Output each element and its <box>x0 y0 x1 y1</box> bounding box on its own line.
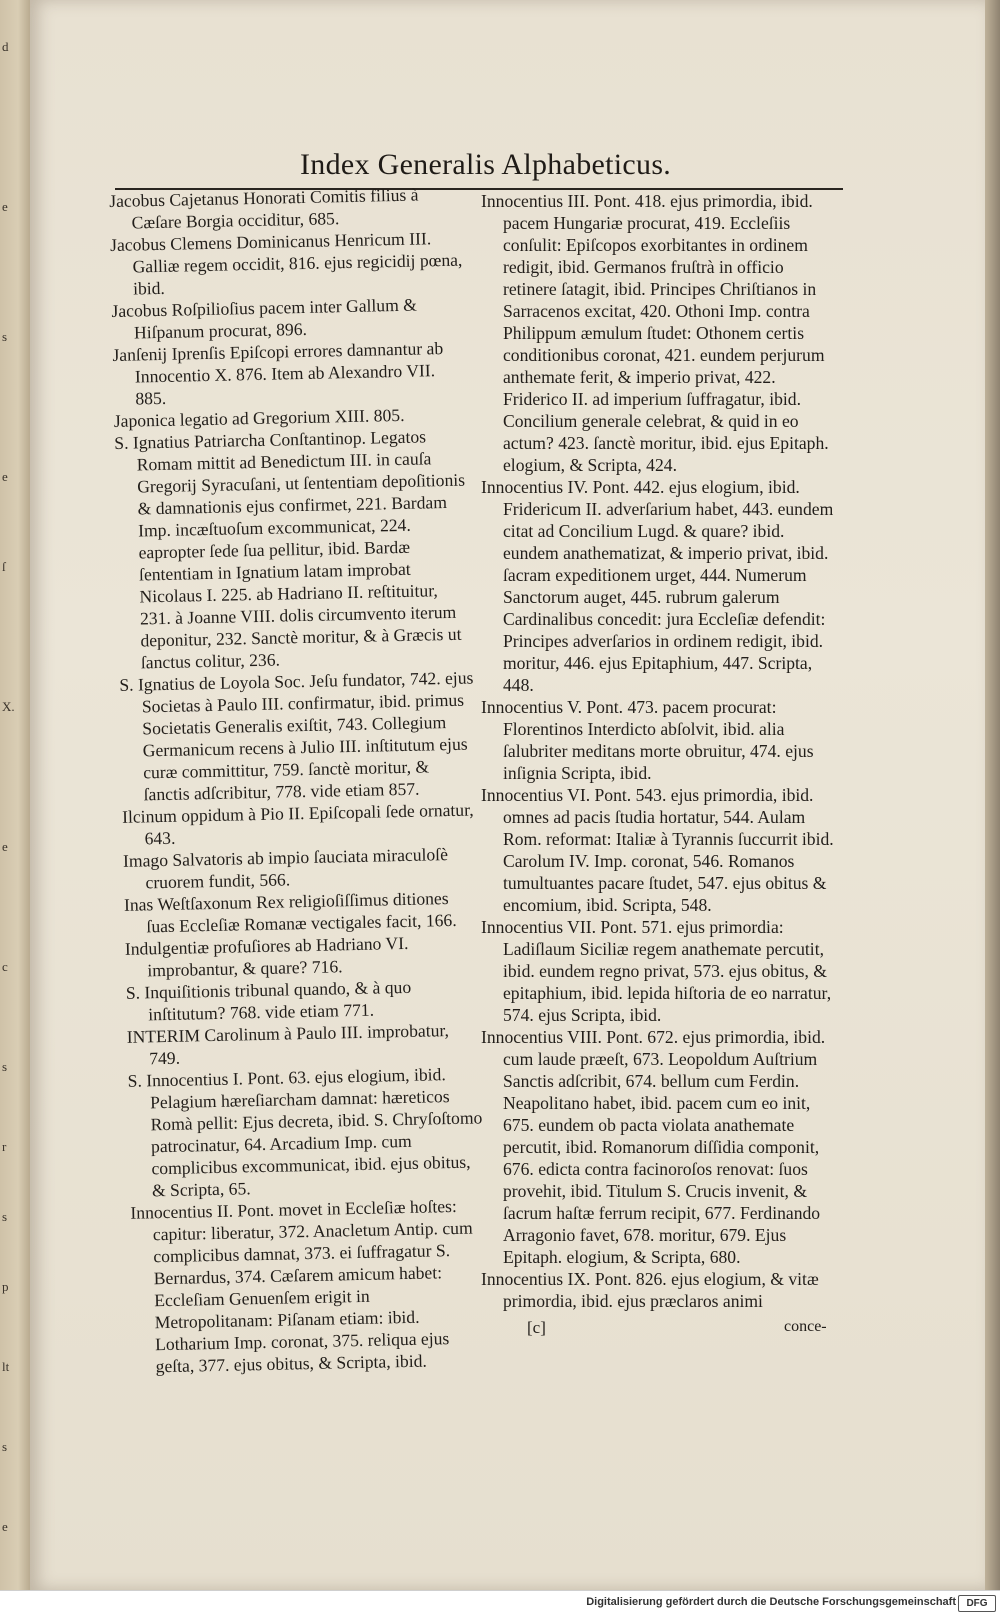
index-entry: Innocentius IX. Pont. 826. ejus elogium, & vitæ primordia, ibid. ejus præclaros animi <box>481 1269 819 1311</box>
adjacent-page-fragment: s <box>2 1209 8 1224</box>
adjacent-page-fragment: ſ <box>2 559 6 574</box>
index-entry: Innocentius II. Pont. movet in Eccleſiæ hoſtes: capitur: liberatur, 372. Anacletum Antip. cum complicibus damnat, 373. ei ſuffragatur S. Bernardus, 374. Cæſarem amicum habet: Eccleſiam Genuenſem erigit in Metropolitanam: Piſanam etiam: ibid. Lotharium Imp. coronat, 375. reliqua ejus geſta, 377. ejus obitus, & Scripta, ibid. <box>130 1195 473 1377</box>
dfg-logo: DFG <box>958 1595 996 1612</box>
adjacent-page-fragment: c <box>2 959 8 974</box>
adjacent-page-fragment: e <box>2 199 8 214</box>
index-entry: Inas Weſtſaxonum Rex religioſiſſimus ditiones ſuas Eccleſiæ Romanæ vectigales facit, 166. <box>123 888 457 937</box>
page-fore-edge <box>985 0 1000 1590</box>
adjacent-page-fragment: lt <box>2 1359 10 1374</box>
digitization-footer <box>0 1590 1000 1615</box>
index-entry: Innocentius III. Pont. 418. ejus primordia, ibid. pacem Hungariæ procurat, 419. Eccleſiis conſulit: Epiſcopos exorbitantes in ordinem redigit, ibid. Germanos fruſtrà in officio retinere ſatagit, ibid. Principes Chriſtianos in Sarracenos excitat, 420. Othoni Imp. contra Philippum æmulum ſtudet: Othonem certis conditionibus coronat, 421. eundem perjurum anthemate ferit, & imperio privat, 422. Friderico II. ad imperium ſuffragatur, ibid. Concilium generale celebrat, & quid in eo actum? 423. ſanctè moritur, ibid. ejus Epitaph. elogium, & Scripta, 424. <box>481 191 829 475</box>
adjacent-page-fragment: s <box>2 329 8 344</box>
index-entry: S. Ignatius de Loyola Soc. Jeſu fundator, 742. ejus Societas à Paulo III. confirmatur, ibid. primus Societatis Generalis exiſtit, 743. Collegium Germanicum recens à Julio III. inſtitutum ejus curæ committitur, 759. ſanctè moritur, & ſanctis adſcribitur, 778. vide etiam 857. <box>119 667 474 805</box>
adjacent-page-fragment: s <box>2 1059 8 1074</box>
index-entry: Indulgentiæ profuſiores ab Hadriano VI. improbantur, & quare? 716. <box>124 932 409 981</box>
signature-mark: [c] <box>527 1318 546 1337</box>
adjacent-page-fragment: e <box>2 469 8 484</box>
adjacent-page-fragment: d <box>2 39 9 54</box>
adjacent-page-fragment: s <box>2 1439 8 1454</box>
index-entry: Jacobus Cajetanus Honorati Comitis filius à Cæſare Borgia occiditur, 685. <box>109 184 419 233</box>
index-entry: Innocentius VII. Pont. 571. ejus primordia: Ladiſlaum Siciliæ regem anathemate percutit, ibid. eundem regno privat, 573. ejus obitus, & epitaphium, ibid. lepida hiſtoria de eo narratur, 574. ejus Scripta, ibid. <box>481 917 832 1025</box>
adjacent-page-fragment: e <box>2 839 8 854</box>
index-entry: INTERIM Carolinum à Paulo III. improbatur, 749. <box>126 1020 450 1069</box>
footer-credit: Digitalisierung gefördert durch die Deutsche Forschungsgemeinschaft <box>586 1596 956 1608</box>
index-entry: S. Ignatius Patriarcha Conſtantinop. Legatos Romam mittit ad Benedictum III. in cauſa Gregorij Syracuſani, ut ſententiam depoſitionis & damnationis ejus confirmet, 221. Bardam Imp. incæſtuoſum excommunicat, 224. eapropter ſede ſua pellitur, ibid. Bardæ ſententiam in Ignatium latam improbat Nicolaus I. 225. ab Hadriano II. reſtituitur, 231. à Joanne VIII. dolis circumvento iterum deponitur, 232. Sanctè moritur, & à Græcis ut ſanctus colitur, 236. <box>114 426 466 673</box>
adjacent-page-fragment: e <box>2 1519 8 1534</box>
index-entry: S. Innocentius I. Pont. 63. ejus elogium, ibid. Pelagium hæreſiarcham damnat: hæreticos Romà pellit: Ejus decreta, ibid. S. Chryſoſtomo patrocinatur, 64. Arcadium Imp. cum complicibus excommunicat, ibid. ejus obitus, & Scripta, 65. <box>127 1064 483 1201</box>
adjacent-page-fragment: X. <box>2 699 15 714</box>
adjacent-page-fragment: p <box>2 1279 9 1294</box>
index-entry: Innocentius VIII. Pont. 672. ejus primordia, ibid. cum laude præeſt, 673. Leopoldum Auſtrium Sanctis adſcribit, 674. bellum cum Ferdin. Neapolitano habet, ibid. pacem cum eo init, 675. eundem ob pacta violata anathemate percutit, ibid. Romanorum diſſidia componit, 676. edicta contra facinoroſos renovat: ſuos provehit, ibid. Titulum S. Crucis invenit, & ſacrum haſtæ ferrum recipit, 677. Ferdinando Arragonio favet, 678. moritur, 679. Ejus Epitaph. elogium, & Scripta, 680. <box>481 1027 826 1267</box>
index-entry: Innocentius V. Pont. 473. pacem procurat: Florentinos Interdicto abſolvit, ibid. alia ſalubriter meditans morte obruitur, 474. ejus inſignia Scripta, ibid. <box>481 697 814 783</box>
left-column <box>109 183 489 1378</box>
index-entry: Jacobus Roſpilioſius pacem inter Gallum & Hiſpanum procurat, 896. <box>111 294 418 343</box>
index-entry: Innocentius IV. Pont. 442. ejus elogium, ibid. Fridericum II. adverſarium habet, 443. eundem citat ad Concilium Lugd. & quare? ibid. eundem anathematizat, & imperio privat, ibid. ſacram expeditionem urget, 444. Numerum Sanctorum auget, 445. rubrum galerum Cardinalibus concedit: jura Eccleſiæ defendit: Principes adverſarios in ordinem redigit, ibid. moritur, 446. ejus Epitaphium, 447. Scripta, 448. <box>481 477 834 695</box>
index-entry: Ilcinum oppidum à Pio II. Epiſcopali ſede ornatur, 643. <box>121 799 474 849</box>
index-entry: Japonica legatio ad Gregorium XIII. 805. <box>113 404 405 431</box>
index-entry: Innocentius VI. Pont. 543. ejus primordia, ibid. omnes ad pacis ſtudia hortatur, 544. Aulam Rom. reformat: Italiæ à Tyrannis ſuccurrit ibid. Carolum IV. Imp. coronat, 546. Romanos tumultuantes pacare ſtudet, 547. ejus obitus & encomium, ibid. Scripta, 548. <box>481 785 834 915</box>
index-entry: Janſenij Iprenſis Epiſcopi errores damnantur ab Innocentio X. 876. Item ab Alexandro VII. 885. <box>112 338 444 409</box>
index-entry: S. Inquiſitionis tribunal quando, & à quo inſtitutum? 768. vide etiam 771. <box>125 976 412 1025</box>
adjacent-page-fragment: r <box>2 1139 7 1154</box>
page-title: Index Generalis Alphabeticus. <box>300 148 672 181</box>
index-entry: Imago Salvatoris ab impio ſauciata miraculoſè cruorem fundit, 566. <box>122 844 449 893</box>
index-entry: Jacobus Clemens Dominicanus Henricum III. Galliæ regem occidit, 816. ejus regicidij pœna, ibid. <box>109 228 463 299</box>
adjacent-page-edge <box>0 0 30 1590</box>
catchword: conce- <box>784 1318 827 1335</box>
right-column <box>481 190 839 1312</box>
